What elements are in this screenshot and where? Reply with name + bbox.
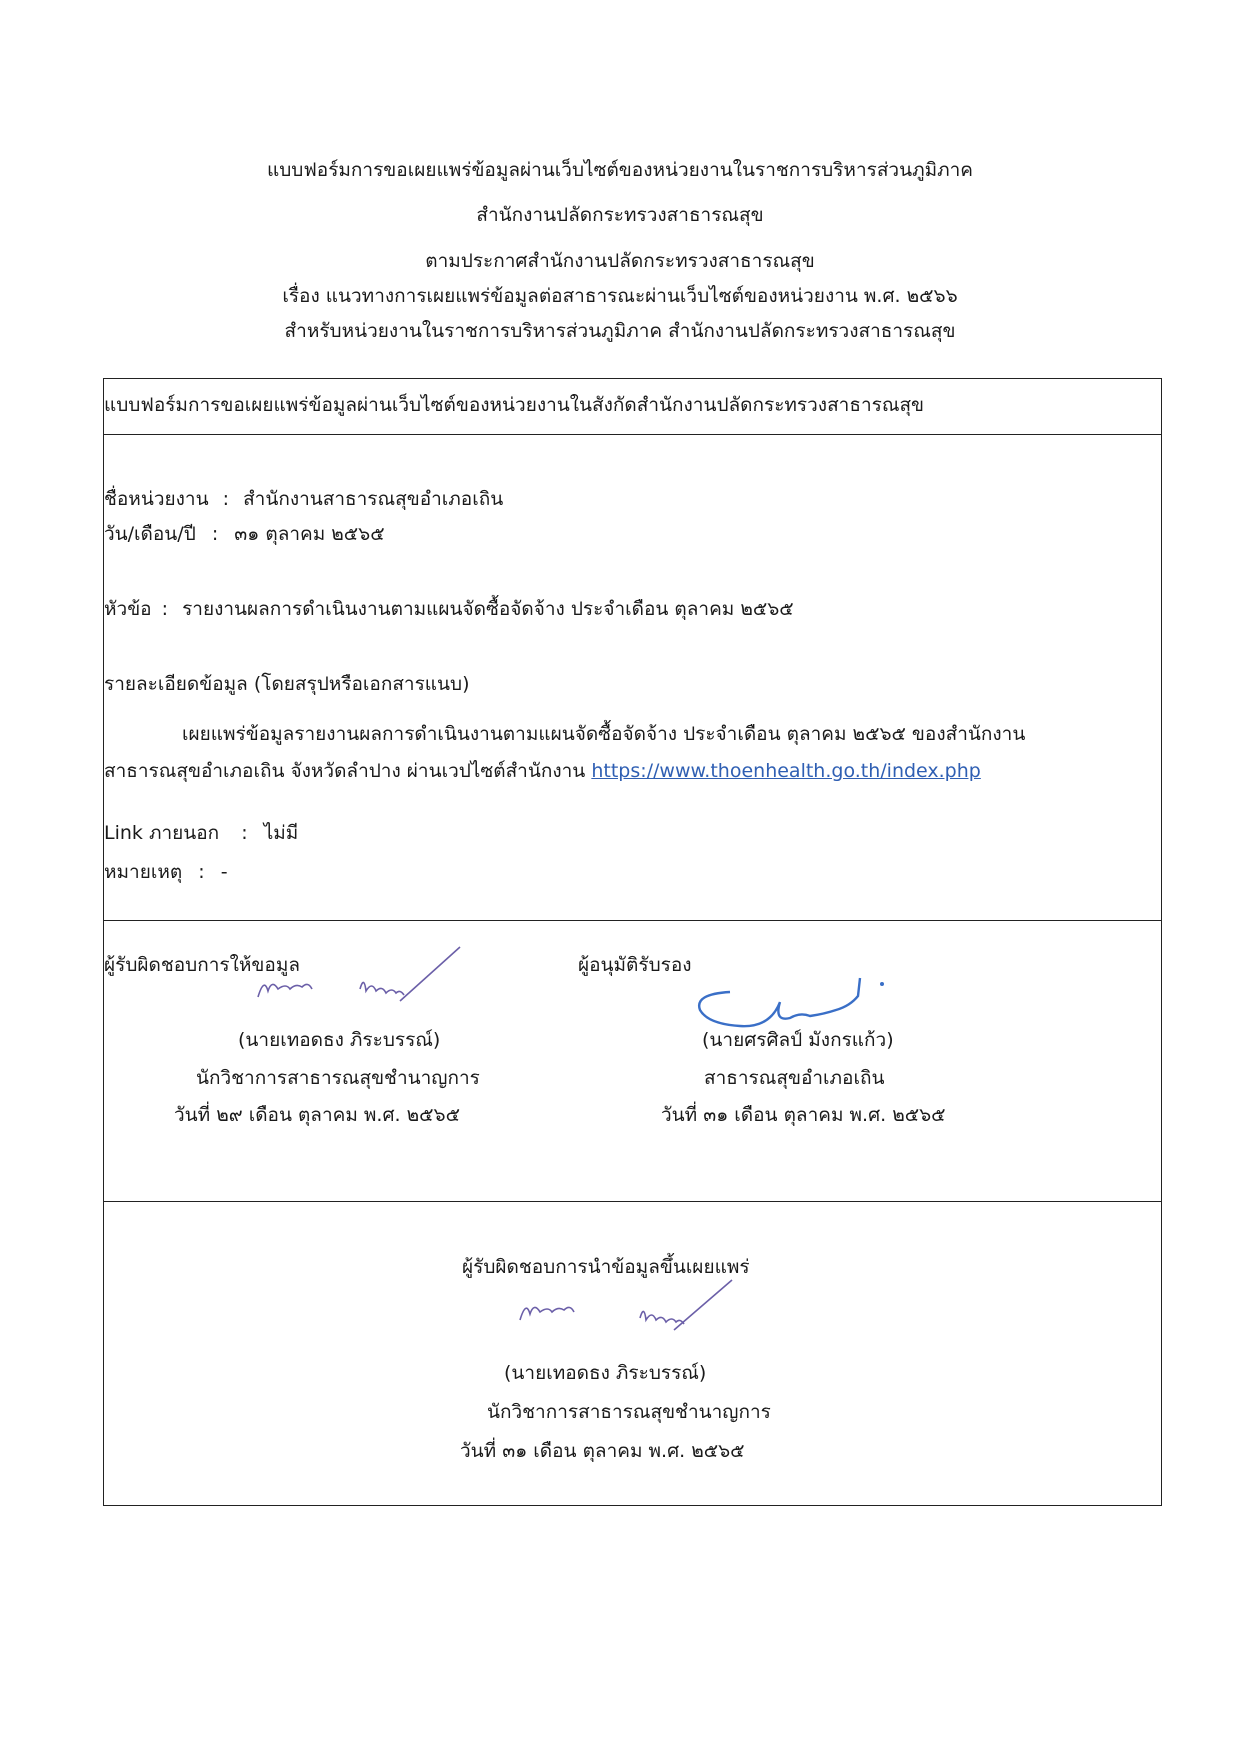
external-link-row [104,818,298,848]
unit-row [104,484,503,514]
responsible-position: นักวิชาการสาธารณสุขชำนาญการ [196,1067,480,1089]
topic-colon: : [161,598,169,620]
responsible-heading: ผู้รับผิดชอบการให้ขอมูล [104,954,300,976]
publisher-name: (นายเทอดธง ภิระบรรณ์) [504,1362,707,1384]
approver-signature [690,968,920,1033]
form-title: แบบฟอร์มการขอเผยแพร่ข้อมูลผ่านเว็บไซต์ของหน่วยงานในสังกัดสำนักงานปลัดกระทรวงสาธารณสุข [104,394,925,416]
approver-name: (นายศรศิลป์ มังกรแก้ว) [702,1029,894,1051]
header-line-3: ตามประกาศสำนักงานปลัดกระทรวงสาธารณสุข [425,250,815,272]
note-colon: : [198,861,205,883]
note-value: - [220,861,228,883]
publisher-signature [516,1278,746,1338]
divider-details [103,920,1162,921]
date-row [104,519,385,549]
topic-row [104,594,794,624]
detail-label: รายละเอียดข้อมูล (โดยสรุปหรือเอกสารแนบ) [104,673,470,695]
responsible-name: (นายเทอดธง ภิระบรรณ์) [238,1029,441,1051]
approver-position: สาธารณสุขอำเภอเถิน [704,1067,885,1089]
publisher-heading: ผู้รับผิดชอบการนำข้อมูลขึ้นเผยแพร่ [462,1256,750,1278]
approver-date: วันที่ ๓๑ เดือน ตุลาคม พ.ศ. ๒๕๖๕ [661,1104,946,1126]
detail-line-2 [104,756,981,786]
responsible-date: วันที่ ๒๙ เดือน ตุลาคม พ.ศ. ๒๕๖๕ [174,1104,460,1126]
header-line-4: เรื่อง แนวทางการเผยแพร่ข้อมูลต่อสาธารณะผ่านเว็บไซต์ของหน่วยงาน พ.ศ. ๒๕๖๖ [282,285,958,307]
external-link-label: Link ภายนอก [104,822,220,844]
topic-value: รายงานผลการดำเนินงานตามแผนจัดซื้อจัดจ้าง ประจำเดือน ตุลาคม ๒๕๖๕ [182,598,794,620]
detail-line-1: เผยแพร่ข้อมูลรายงานผลการดำเนินงานตามแผนจัดซื้อจัดจ้าง ประจำเดือน ตุลาคม ๒๕๖๕ ของสำนักงาน [182,723,1026,745]
date-value: ๓๑ ตุลาคม ๒๕๖๕ [234,523,385,545]
publisher-position: นักวิชาการสาธารณสุขชำนาญการ [487,1401,771,1423]
external-link-colon: : [241,822,248,844]
divider-title [103,434,1162,435]
header-line-5: สำหรับหน่วยงานในราชการบริหารส่วนภูมิภาค สำนักงานปลัดกระทรวงสาธารณสุข [284,320,956,342]
date-colon: : [211,523,219,545]
responsible-signature [250,945,470,1015]
date-label: วัน/เดือน/ปี [104,523,196,545]
note-label: หมายเหตุ [104,861,183,883]
header-line-1: แบบฟอร์มการขอเผยแพร่ข้อมูลผ่านเว็บไซต์ของหน่วยงานในราชการบริหารส่วนภูมิภาค [266,159,974,181]
website-link[interactable]: https://www.thoenhealth.go.th/index.php [591,760,981,782]
approver-heading: ผู้อนุมัติรับรอง [578,954,692,976]
unit-colon: : [222,488,230,510]
external-link-value: ไม่มี [263,822,299,844]
detail-line-2-text: สาธารณสุขอำเภอเถิน จังหวัดลำปาง ผ่านเวปไซต์สำนักงาน [104,760,586,782]
topic-label: หัวข้อ [104,598,152,620]
divider-signatures [103,1201,1162,1202]
publisher-date: วันที่ ๓๑ เดือน ตุลาคม พ.ศ. ๒๕๖๕ [460,1440,745,1462]
unit-value: สำนักงานสาธารณสุขอำเภอเถิน [243,488,504,510]
note-row [104,857,228,887]
header-line-2: สำนักงานปลัดกระทรวงสาธารณสุข [476,204,764,226]
unit-label: ชื่อหน่วยงาน [104,488,209,510]
